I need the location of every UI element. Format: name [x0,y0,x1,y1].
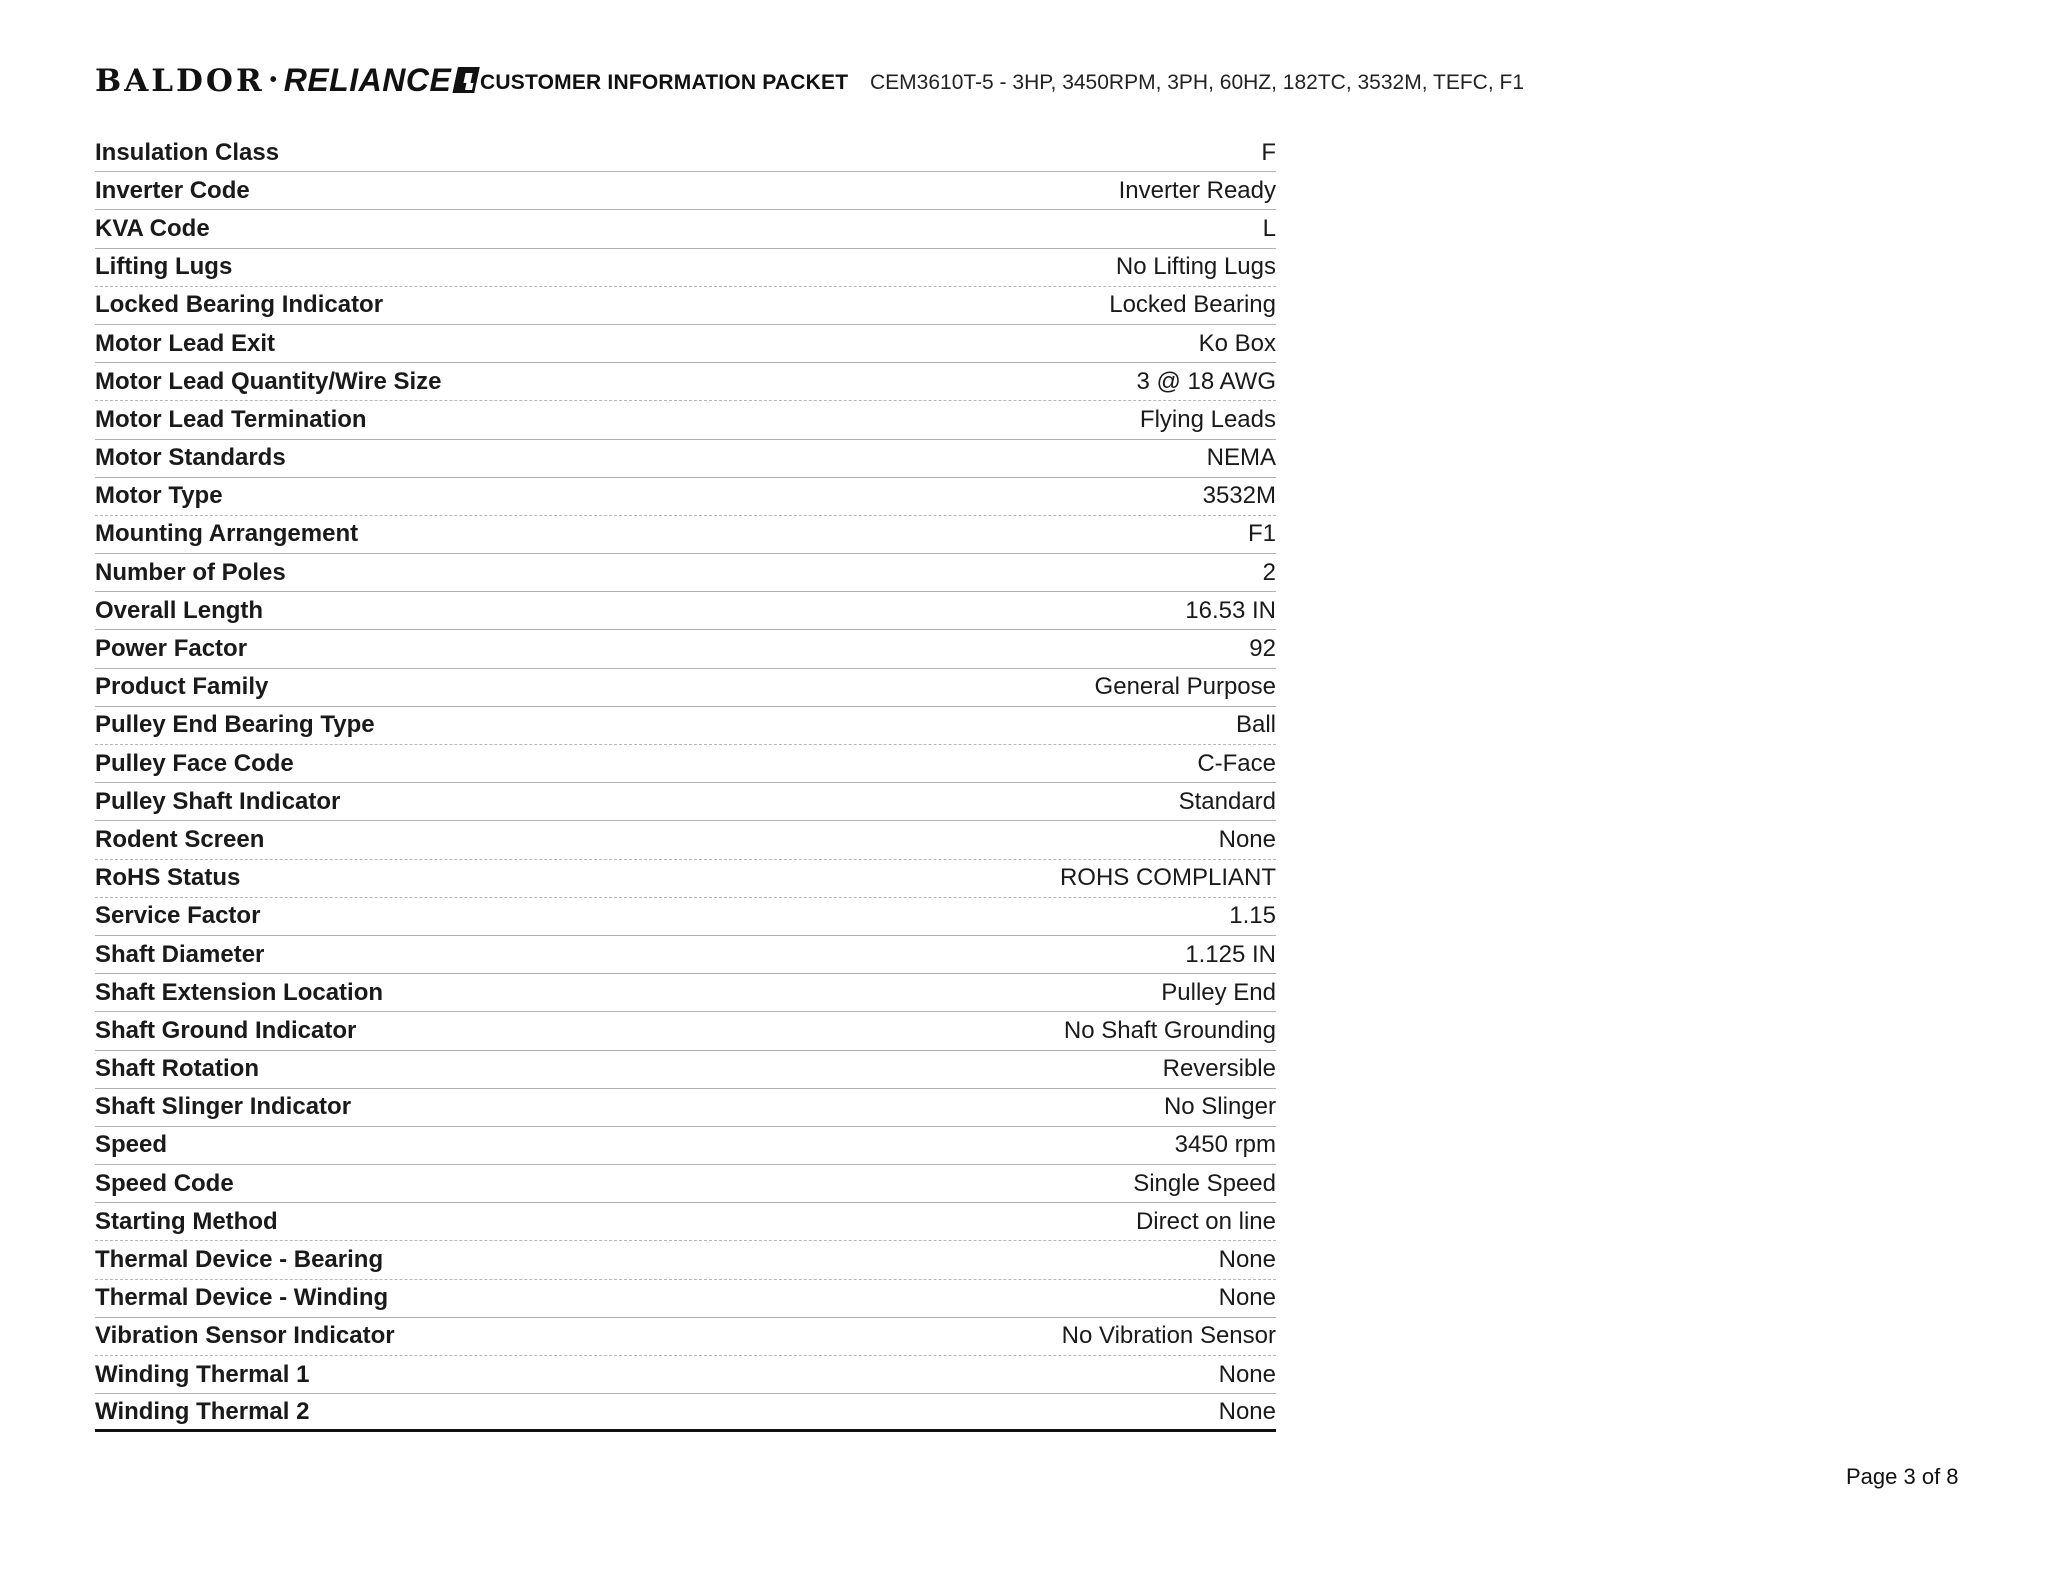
specification-table [95,134,1276,1432]
table-row [95,210,1276,248]
spec-value: 2 [1262,558,1276,586]
table-row [95,1241,1276,1279]
spec-label: Motor Lead Exit [95,329,276,357]
logo-baldor-text: BALDOR [95,62,265,99]
spec-label: RoHS Status [95,864,241,892]
spec-value: Pulley End [1161,978,1276,1006]
spec-value: 16.53 IN [1185,596,1276,624]
spec-value: F [1261,138,1276,166]
table-row [95,592,1276,630]
spec-label: Shaft Extension Location [95,978,384,1006]
table-row [95,325,1276,363]
table-row [95,440,1276,478]
table-row [95,1318,1276,1356]
page-indicator: Page 3 of 8 [1846,1464,1959,1489]
spec-value: F1 [1247,520,1276,548]
table-row [95,1051,1276,1089]
spec-label: Power Factor [95,635,248,663]
spec-value: No Shaft Grounding [1063,1016,1276,1044]
page-title: CUSTOMER INFORMATION PACKET [480,71,849,94]
spec-value: Flying Leads [1139,405,1276,433]
spec-value: 3450 rpm [1174,1131,1276,1159]
spec-label: Mounting Arrangement [95,520,359,548]
table-row [95,1280,1276,1318]
table-row [95,898,1276,936]
table-row [95,287,1276,325]
logo-reliance-text: RELIANCE [283,62,452,98]
table-row [95,783,1276,821]
table-row [95,478,1276,516]
table-row [95,630,1276,668]
spec-label: Thermal Device - Bearing [95,1246,384,1274]
spec-label: Overall Length [95,596,264,624]
table-row [95,821,1276,859]
spec-value: 3 @ 18 AWG [1136,367,1276,395]
spec-value: Reversible [1162,1055,1276,1083]
spec-label: Winding Thermal 1 [95,1360,310,1388]
spec-value: General Purpose [1094,673,1276,701]
spec-value: No Vibration Sensor [1061,1322,1276,1350]
spec-value: No Lifting Lugs [1115,253,1276,281]
spec-label: Pulley Shaft Indicator [95,787,341,815]
spec-label: Locked Bearing Indicator [95,291,384,319]
table-row [95,1127,1276,1165]
table-row [95,516,1276,554]
document-header [95,62,1955,106]
table-row [95,707,1276,745]
spec-value: None [1218,1246,1276,1274]
table-row [95,1165,1276,1203]
spec-value: None [1218,1360,1276,1388]
table-row [95,974,1276,1012]
spec-value: None [1218,1397,1276,1425]
spec-value: Inverter Ready [1118,176,1276,204]
spec-label: Motor Lead Termination [95,405,367,433]
table-row [95,249,1276,287]
spec-value: ROHS COMPLIANT [1059,864,1276,892]
spec-value: C-Face [1197,749,1276,777]
spec-value: Standard [1178,787,1276,815]
table-row [95,172,1276,210]
spec-label: Shaft Diameter [95,940,265,968]
table-row [95,401,1276,439]
table-row [95,1012,1276,1050]
spec-label: Pulley End Bearing Type [95,711,375,739]
spec-value: 92 [1249,635,1276,663]
spec-value: Ball [1235,711,1276,739]
spec-label: Motor Lead Quantity/Wire Size [95,367,442,395]
table-row [95,936,1276,974]
spec-label: Motor Standards [95,444,286,472]
spec-label: Shaft Ground Indicator [95,1016,357,1044]
spec-label: Number of Poles [95,558,286,586]
spec-label: Inverter Code [95,176,250,204]
spec-label: KVA Code [95,214,210,242]
spec-value: 1.125 IN [1185,940,1276,968]
table-row [95,1203,1276,1241]
baldor-reliance-logo [95,62,477,99]
spec-value: Ko Box [1198,329,1276,357]
table-row [95,1394,1276,1432]
spec-value: L [1262,214,1276,242]
spec-label: Speed [95,1131,168,1159]
spec-label: Winding Thermal 2 [95,1397,310,1425]
spec-label: Vibration Sensor Indicator [95,1322,395,1350]
table-row [95,1089,1276,1127]
table-row [95,1356,1276,1394]
spec-value: None [1218,1284,1276,1312]
spec-value: Locked Bearing [1109,291,1276,319]
spec-value: NEMA [1206,444,1276,472]
spec-value: 3532M [1202,482,1276,510]
spec-label: Insulation Class [95,138,280,166]
spec-label: Service Factor [95,902,261,930]
spec-value: Direct on line [1135,1207,1276,1235]
spec-label: Shaft Rotation [95,1055,259,1083]
spec-label: Rodent Screen [95,825,265,853]
table-row [95,745,1276,783]
spec-value: None [1218,825,1276,853]
table-row [95,363,1276,401]
spec-value: 1.15 [1229,902,1276,930]
spec-label: Starting Method [95,1207,278,1235]
spec-value: Single Speed [1133,1169,1276,1197]
spec-label: Pulley Face Code [95,749,294,777]
spec-label: Speed Code [95,1169,234,1197]
spec-label: Motor Type [95,482,223,510]
spec-label: Product Family [95,673,269,701]
spec-label: Shaft Slinger Indicator [95,1093,352,1121]
table-row [95,860,1276,898]
spec-value: No Slinger [1163,1093,1276,1121]
table-row [95,134,1276,172]
spec-label: Lifting Lugs [95,253,233,281]
logo-separator-dot: • [269,69,277,91]
spec-label: Thermal Device - Winding [95,1284,389,1312]
reliance-box-mark-icon [452,67,481,98]
product-spec-line: CEM3610T-5 - 3HP, 3450RPM, 3PH, 60HZ, 182TC, 3532M, TEFC, F1 [870,71,1524,94]
table-row [95,554,1276,592]
table-row [95,669,1276,707]
